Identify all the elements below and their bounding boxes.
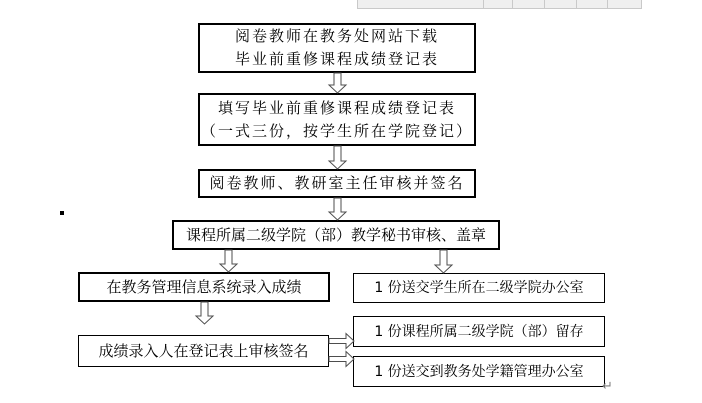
flow-node-text: 1 份课程所属二级学院（部）留存 [374,323,584,340]
flow-node-text: 课程所属二级学院（部）教学秘书审核、盖章 [185,225,486,244]
flow-node-copy-to-registrar-office [353,356,605,387]
flow-node-enter-grades-system [78,272,330,302]
flow-node-text: 1 份送交学生所在二级学院办公室 [374,280,584,296]
right-arrow-step6-copy2 [329,333,355,349]
flow-node-teacher-review-sign [198,169,476,198]
flow-node-copy-to-student-college [353,273,605,303]
toolbar-button-partial[interactable] [513,0,545,8]
flow-node-download-form [198,23,476,73]
flow-node-text: 填写毕业前重修课程成绩登记表 [217,98,456,117]
flow-node-text: 在教务管理信息系统录入成绩 [106,277,302,296]
toolbar-button-partial[interactable] [545,0,578,8]
flow-node-text: 1 份送交到教务处学籍管理办公室 [374,363,584,380]
flow-node-secretary-review-stamp [172,220,500,250]
down-arrow-step1-step2 [328,73,347,94]
toolbar-button-partial[interactable] [358,0,484,8]
toolbar-strip [357,0,642,9]
flow-node-copy-kept-by-course-college [353,316,605,347]
flow-node-fill-form [198,93,476,146]
toolbar-button-partial[interactable] [577,0,608,8]
down-arrow-step4-step5 [219,250,238,273]
bullet-marker [60,211,64,215]
down-arrow-step2-step3 [328,146,347,170]
toolbar-button-partial[interactable] [608,0,641,8]
flow-node-text: （一式三份，按学生所在学院登记） [200,121,473,140]
down-arrow-step4-copy1 [434,250,453,274]
down-arrow-step3-step4 [328,198,347,221]
down-arrow-step5-step6 [195,302,214,325]
flow-node-text: 阅卷教师在教务处网站下载 [234,27,439,45]
flow-node-text: 阅卷教师、教研室主任审核并签名 [209,174,465,192]
flow-node-text: 成绩录入人在登记表上审核签名 [98,341,309,360]
right-arrow-step6-copy3 [329,351,355,367]
line-break-mark: ↵ [602,379,613,394]
flow-node-text: 毕业前重修课程成绩登记表 [234,50,439,68]
toolbar-button-partial[interactable] [484,0,513,8]
flow-node-entry-person-sign [78,335,329,367]
